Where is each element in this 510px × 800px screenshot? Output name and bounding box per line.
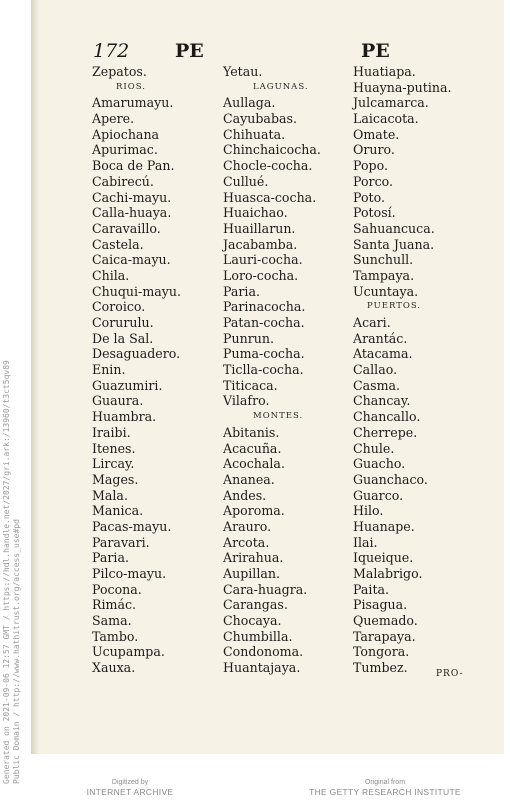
- list-item: Manica.: [92, 503, 144, 519]
- footer-original-from: [290, 778, 480, 798]
- list-item: Desaguadero.: [92, 346, 181, 362]
- list-item: Cherrepe.: [353, 424, 418, 440]
- list-item: Coroico.: [92, 299, 146, 315]
- list-item: Paria.: [92, 550, 129, 566]
- page-gutter-shadow: [31, 0, 39, 754]
- column-2: [223, 64, 358, 676]
- list-item: Guazumiri.: [92, 377, 163, 393]
- list-item: Puma-cocha.: [223, 346, 305, 362]
- list-item: Xauxa.: [92, 660, 136, 676]
- list-item: Chancay.: [353, 393, 411, 409]
- list-item: Ilai.: [353, 534, 378, 550]
- list-item: Guarco.: [353, 487, 404, 503]
- list-item: Cachi-mayu.: [92, 189, 172, 205]
- list-item: Popo.: [353, 158, 388, 174]
- list-item: Poto.: [353, 189, 385, 205]
- list-item: Chihuata.: [223, 126, 286, 142]
- list-item: Laicacota.: [353, 111, 419, 127]
- list-item: Sahuancuca.: [353, 220, 435, 236]
- page-footer: [0, 778, 510, 800]
- list-item: Chule.: [353, 440, 395, 456]
- list-item: Tambo.: [92, 628, 139, 644]
- list-item: Chila.: [92, 267, 130, 283]
- section-heading: RIOS.: [116, 81, 146, 92]
- catchword: PRO-: [436, 669, 464, 679]
- list-item: Tongora.: [353, 644, 410, 660]
- list-item: Tumbez.: [353, 660, 408, 676]
- list-item: Cayubabas.: [223, 111, 297, 127]
- page-number: 172: [93, 40, 130, 62]
- section-heading: LAGUNAS.: [253, 81, 309, 92]
- list-item: Chuqui-mayu.: [92, 283, 181, 299]
- list-item: Guacho.: [353, 456, 406, 472]
- list-item: Chocaya.: [223, 613, 282, 629]
- list-item: Ucuntaya.: [353, 283, 419, 299]
- list-item: Huasca-cocha.: [223, 189, 317, 205]
- list-item: Aullaga.: [223, 95, 276, 111]
- list-item: Arcota.: [223, 534, 270, 550]
- list-item: Ticlla-cocha.: [223, 362, 304, 378]
- list-item: Titicaca.: [223, 377, 278, 393]
- list-item: Arantác.: [353, 330, 408, 346]
- list-item: Callao.: [353, 362, 398, 378]
- list-item: Mages.: [92, 471, 139, 487]
- list-item: Oruro.: [353, 142, 395, 158]
- list-item: Boca de Pan.: [92, 158, 175, 174]
- list-item: Chocle-cocha.: [223, 158, 313, 174]
- list-item: Guaura.: [92, 393, 144, 409]
- list-item: Jacabamba.: [223, 236, 298, 252]
- list-item: Amarumayu.: [92, 95, 174, 111]
- list-item: Cullué.: [223, 173, 269, 189]
- list-item: Lauri-cocha.: [223, 252, 303, 268]
- list-item: Andes.: [223, 487, 267, 503]
- list-item: Ucupampa.: [92, 644, 165, 660]
- list-item: Lircay.: [92, 456, 135, 472]
- list-item: Acacuña.: [223, 440, 282, 456]
- list-item: Apurimac.: [92, 142, 158, 158]
- list-item: Loro-cocha.: [223, 267, 299, 283]
- list-item: Huambra.: [92, 409, 157, 425]
- stamp-line-1: Generated on 2021-09-06 12:57 GMT / https://hdl.handle.net/2027/gri.ark:/13960/t3ct5qv89: [2, 360, 11, 784]
- list-item: Aporoma.: [223, 503, 285, 519]
- list-item: Paita.: [353, 581, 390, 597]
- running-head-left: PE: [175, 40, 204, 62]
- list-item: Zepatos.: [92, 64, 147, 79]
- list-item: Apere.: [92, 111, 135, 127]
- list-item: Chinchaicocha.: [223, 142, 321, 158]
- footer-digitized-by: [60, 778, 200, 798]
- list-item: Huayna-putina.: [353, 79, 452, 95]
- list-item: Huaillarun.: [223, 220, 296, 236]
- list-item: Arauro.: [223, 518, 272, 534]
- section-heading: PUERTOS.: [367, 301, 422, 312]
- list-item: Vilafro.: [223, 393, 270, 409]
- list-item: Tarapaya.: [353, 628, 416, 644]
- list-item: Omate.: [353, 126, 400, 142]
- list-item: Huatiapa.: [353, 64, 416, 79]
- list-item: Yetau.: [223, 64, 263, 79]
- running-head-right: PE: [361, 40, 390, 62]
- stamp-line-2: Public Domain / http://www.hathitrust.org/access_use#pd: [12, 519, 21, 784]
- footer-left-small: Digitized by: [111, 779, 149, 786]
- list-item: Sama.: [92, 613, 132, 629]
- list-item: Arirahua.: [223, 550, 284, 566]
- list-item: Huanape.: [353, 518, 415, 534]
- list-item: Acochala.: [223, 456, 285, 472]
- list-item: Itenes.: [92, 440, 136, 456]
- list-item: Mala.: [92, 487, 128, 503]
- list-item: Atacama.: [353, 346, 413, 362]
- column-3: [353, 64, 488, 676]
- list-item: Iqueique.: [353, 550, 414, 566]
- list-item: Julcamarca.: [353, 95, 429, 111]
- list-item: Ananea.: [223, 471, 275, 487]
- list-item: Pilco-mayu.: [92, 566, 167, 581]
- list-item: Malabrigo.: [353, 566, 423, 581]
- list-item: Cara-huagra.: [223, 581, 308, 597]
- list-item: Huaichao.: [223, 205, 288, 221]
- footer-left-big: INTERNET ARCHIVE: [86, 787, 174, 797]
- list-item: Castela.: [92, 236, 144, 252]
- list-item: Iraibi.: [92, 424, 131, 440]
- list-item: Condonoma.: [223, 644, 304, 660]
- list-item: Huantajaya.: [223, 660, 301, 676]
- list-item: Hilo.: [353, 503, 384, 519]
- list-item: Caravaillo.: [92, 220, 161, 236]
- list-item: Enin.: [92, 362, 126, 378]
- list-item: Tampaya.: [353, 267, 415, 283]
- list-item: Chumbilla.: [223, 628, 293, 644]
- page-header: [93, 40, 463, 66]
- list-item: Pacas-mayu.: [92, 518, 172, 534]
- list-item: Quemado.: [353, 613, 418, 629]
- list-item: Corurulu.: [92, 315, 154, 330]
- list-item: Sunchull.: [353, 252, 414, 268]
- list-item: Abitanis.: [223, 424, 280, 440]
- list-item: Chancallo.: [353, 409, 421, 425]
- list-item: Caica-mayu.: [92, 252, 171, 268]
- list-item: Guanchaco.: [353, 471, 428, 487]
- list-item: Acari.: [353, 315, 391, 330]
- list-item: Parinacocha.: [223, 299, 306, 315]
- list-item: Casma.: [353, 377, 401, 393]
- section-heading: MONTES.: [253, 411, 304, 422]
- list-item: Aupillan.: [223, 566, 280, 581]
- list-item: Punrun.: [223, 330, 274, 346]
- list-item: De la Sal.: [92, 330, 154, 346]
- list-item: Patan-cocha.: [223, 315, 305, 330]
- list-item: Cabirecú.: [92, 173, 154, 189]
- footer-right-small: Original from: [364, 779, 406, 786]
- list-item: Pisagua.: [353, 597, 408, 613]
- list-item: Porco.: [353, 173, 393, 189]
- list-item: Calla-huaya.: [92, 205, 172, 221]
- list-item: Pocona.: [92, 581, 142, 597]
- list-item: Rimác.: [92, 597, 137, 613]
- list-item: Potosí.: [353, 205, 396, 221]
- column-1: [92, 64, 227, 676]
- list-item: Apiochana: [92, 126, 160, 142]
- list-item: Paravari.: [92, 534, 150, 550]
- footer-right-big: THE GETTY RESEARCH INSTITUTE: [309, 787, 461, 797]
- list-item: Santa Juana.: [353, 236, 435, 252]
- list-item: Paria.: [223, 283, 260, 299]
- list-item: Carangas.: [223, 597, 288, 613]
